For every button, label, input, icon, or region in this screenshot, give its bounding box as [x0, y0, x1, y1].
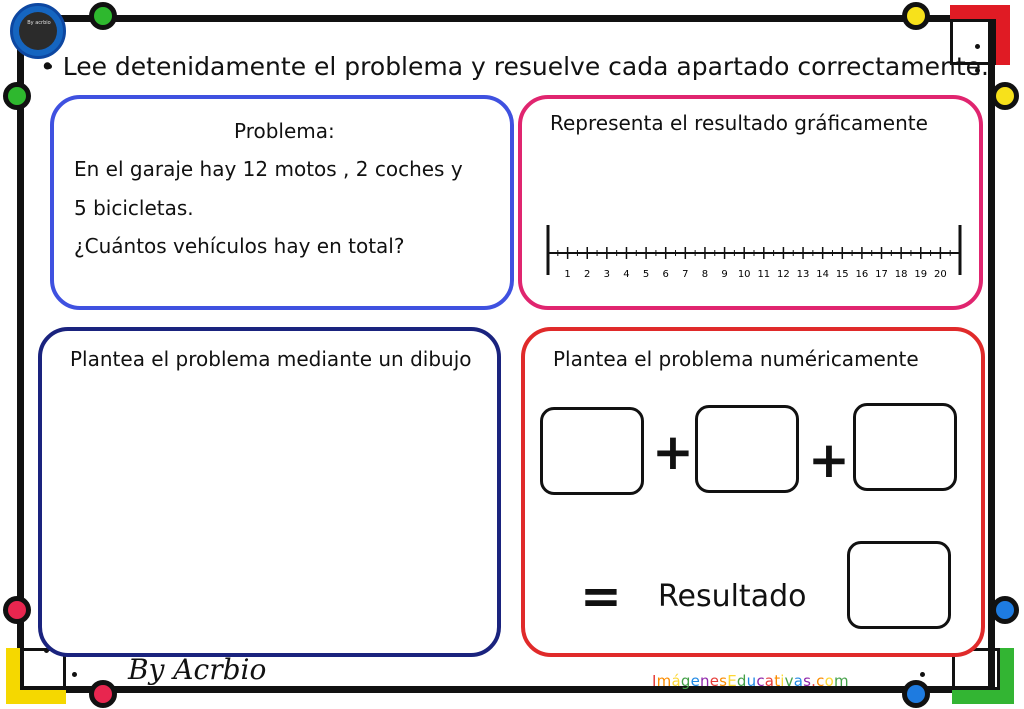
dot-pink-left [3, 596, 31, 624]
problem-title: Problema: [234, 119, 335, 143]
number-line [538, 219, 978, 299]
number-line-label: 17 [875, 269, 888, 280]
number-line-label: 2 [584, 269, 591, 280]
website-link [652, 672, 849, 690]
website-letter: e [709, 672, 720, 690]
number-line-label: 10 [737, 269, 751, 280]
graph-box [518, 95, 983, 310]
website-letter: E [727, 672, 737, 690]
number-line-label: 16 [855, 269, 869, 280]
website-letter: t [774, 672, 781, 690]
author-logo: By acrbio [10, 3, 66, 59]
number-line-label: 15 [835, 269, 849, 280]
website-letter: á [671, 672, 681, 690]
website-letter: d [736, 672, 747, 690]
website-letter: . [811, 672, 817, 690]
result-label: Resultado [658, 579, 807, 614]
result-box[interactable] [847, 541, 951, 629]
number-line-label: 3 [603, 269, 611, 280]
dot-yellow-right [991, 82, 1019, 110]
website-letter: u [746, 672, 757, 690]
number-line-label: 19 [914, 269, 928, 280]
instruction-text [40, 52, 989, 81]
number-line-label: 6 [662, 269, 669, 280]
website-letter: s [803, 672, 812, 690]
website-letter: o [824, 672, 834, 690]
addend-2-box[interactable] [695, 405, 799, 493]
number-line-label: 9 [721, 269, 728, 280]
problem-line: 5 bicicletas. [74, 196, 194, 220]
dot-small [920, 672, 925, 677]
number-line-label: 8 [701, 269, 709, 280]
dot-yellow-top [902, 2, 930, 30]
number-line-label: 18 [894, 269, 908, 280]
plus-sign: + [652, 423, 694, 481]
website-letter: g [680, 672, 691, 690]
website-letter: i [780, 672, 785, 690]
dot-green-top [89, 2, 117, 30]
number-line-label: 7 [682, 269, 689, 280]
addend-1-box[interactable] [540, 407, 644, 495]
website-letter: c [756, 672, 765, 690]
graph-title: Representa el resultado gráficamente [550, 111, 928, 135]
number-line-label: 12 [777, 269, 790, 280]
number-line-label: 1 [564, 269, 571, 280]
dot-blue-right [991, 596, 1019, 624]
signature: By Acrbio [128, 653, 267, 686]
corner-bracket-bottom-left [6, 648, 66, 704]
number-line-label: 14 [816, 269, 830, 280]
drawing-box [38, 327, 501, 657]
plus-sign: + [808, 431, 850, 489]
website-letter: a [793, 672, 804, 690]
website-letter: s [719, 672, 728, 690]
drawing-title: Plantea el problema mediante un dibujo [70, 347, 472, 371]
dot-green-left [3, 82, 31, 110]
problem-line: ¿Cuántos vehículos hay en total? [74, 234, 405, 258]
website-letter: e [690, 672, 701, 690]
dot-small [975, 44, 980, 49]
website-letter: c [816, 672, 825, 690]
website-letter: m [833, 672, 849, 690]
addend-3-box[interactable] [853, 403, 957, 491]
website-letter: a [764, 672, 775, 690]
website-letter: n [700, 672, 710, 690]
dot-small [72, 672, 77, 677]
numeric-box [521, 327, 985, 657]
website-letter: m [656, 672, 672, 690]
dot-pink-bottom [89, 680, 117, 708]
instruction-label: Lee detenidamente el problema y resuelve cada apartado correctamente. [62, 52, 989, 81]
bullet: • [40, 52, 55, 81]
website-letter: I [652, 672, 657, 690]
dot-blue-bottom [902, 680, 930, 708]
website-letter: v [784, 672, 794, 690]
number-line-label: 5 [642, 269, 650, 280]
problem-line: En el garaje hay 12 motos , 2 coches y [74, 157, 463, 181]
numeric-title: Plantea el problema numéricamente [553, 347, 919, 371]
number-line-label: 13 [796, 269, 810, 280]
number-line-label: 11 [757, 269, 771, 280]
corner-bracket-bottom-right [952, 648, 1014, 704]
equals-sign: = [580, 567, 622, 625]
number-line-label: 4 [623, 269, 630, 280]
problem-box [50, 95, 514, 310]
number-line-label: 20 [934, 269, 947, 280]
